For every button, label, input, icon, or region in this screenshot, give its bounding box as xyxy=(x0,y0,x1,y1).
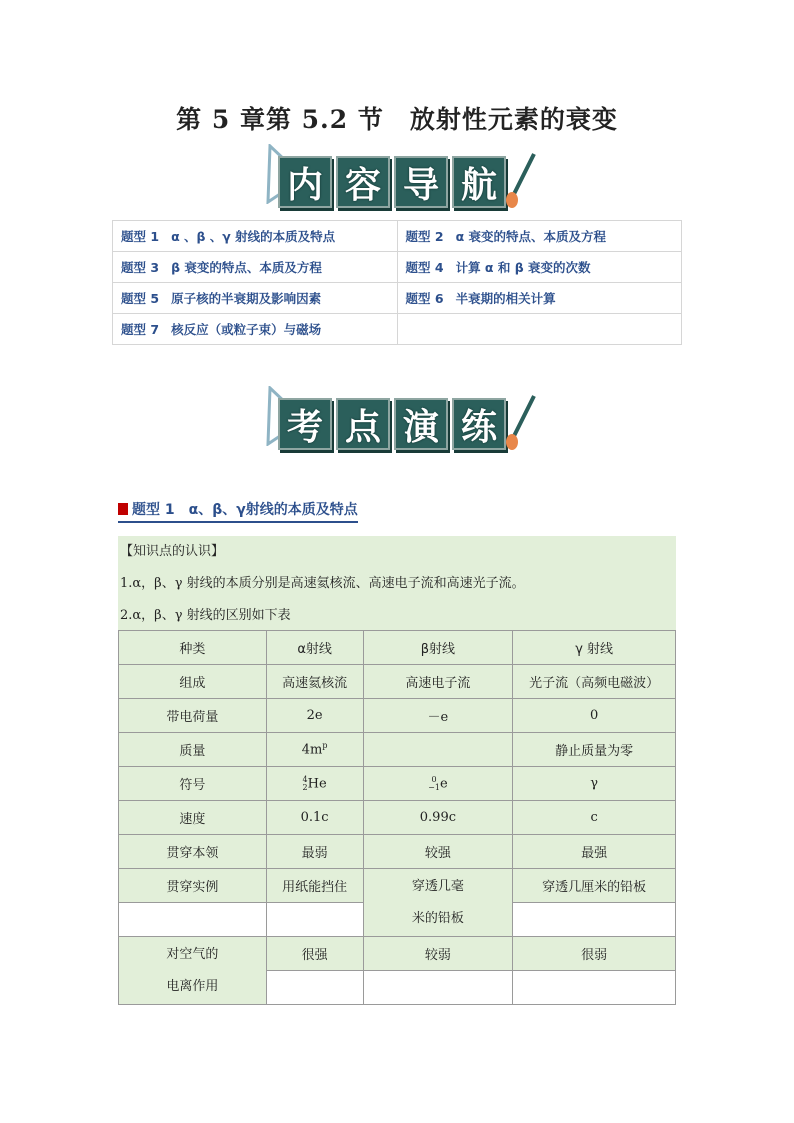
table-cell: 高速氦核流 xyxy=(266,665,363,699)
knowledge-line: 2.α，β、γ 射线的区别如下表 xyxy=(120,608,291,623)
banner-tile: 航 xyxy=(452,156,506,208)
nav-item[interactable]: 题型 3 β 衰变的特点、本质及方程 xyxy=(113,252,398,283)
knowledge-heading: 【知识点的认识】 xyxy=(120,544,225,559)
table-cell-empty xyxy=(119,903,267,937)
beta-symbol-cell: 0 −1 e xyxy=(363,767,513,801)
content-navigation-banner xyxy=(266,150,526,212)
nav-item-empty xyxy=(397,314,682,345)
table-cell: 高速电子流 xyxy=(363,665,513,699)
table-cell: 静止质量为零 xyxy=(513,733,676,767)
table-cell-empty xyxy=(513,971,676,1005)
page-title: 第 5 章第 5.2 节 放射性元素的衰变 xyxy=(176,105,618,134)
banner-tile: 导 xyxy=(394,156,448,208)
table-cell: 组成 xyxy=(119,665,267,699)
table-cell: 速度 xyxy=(119,801,267,835)
table-cell: 质量 xyxy=(119,733,267,767)
table-cell-empty xyxy=(266,903,363,937)
table-cell: 0.99c xyxy=(363,801,513,835)
table-cell: β射线 xyxy=(363,631,513,665)
knowledge-line: 1.α，β、γ 射线的本质分别是高速氦核流、高速电子流和高速光子流。 xyxy=(120,576,525,591)
table-cell xyxy=(363,733,513,767)
banner-tile: 容 xyxy=(336,156,390,208)
table-cell: 带电荷量 xyxy=(119,699,267,733)
table-row xyxy=(119,869,676,903)
table-cell-empty xyxy=(513,903,676,937)
table-cell: γ 射线 xyxy=(513,631,676,665)
table-cell: 对空气的 电离作用 xyxy=(119,937,267,1005)
table-cell: 贯穿本领 xyxy=(119,835,267,869)
table-cell: 光子流（高频电磁波） xyxy=(513,665,676,699)
table-row xyxy=(119,665,676,699)
table-cell: 符号 xyxy=(119,767,267,801)
banner-tile: 内 xyxy=(278,156,332,208)
alpha-symbol-cell: 4 2 He xyxy=(266,767,363,801)
banner-tile: 点 xyxy=(336,398,390,450)
table-cell: $4m^p$ xyxy=(266,733,363,767)
table-row xyxy=(119,937,676,971)
table-cell: 很弱 xyxy=(513,937,676,971)
knowledge-box xyxy=(118,536,676,632)
section-heading: 题型 1 α、β、γ射线的本质及特点 xyxy=(118,498,358,523)
table-cell: α射线 xyxy=(266,631,363,665)
table-row xyxy=(119,767,676,801)
nav-item[interactable]: 题型 2 α 衰变的特点、本质及方程 xyxy=(397,221,682,252)
nav-item[interactable]: 题型 7 核反应（或粒子束）与磁场 xyxy=(113,314,398,345)
table-cell: c xyxy=(513,801,676,835)
table-cell-empty xyxy=(266,971,363,1005)
table-cell: 最弱 xyxy=(266,835,363,869)
table-cell: 最强 xyxy=(513,835,676,869)
table-cell: 贯穿实例 xyxy=(119,869,267,903)
banner-tile: 练 xyxy=(452,398,506,450)
nav-item[interactable]: 题型 5 原子核的半衰期及影响因素 xyxy=(113,283,398,314)
banner-tile: 演 xyxy=(394,398,448,450)
table-cell: －e xyxy=(363,699,513,733)
nav-item[interactable]: 题型 4 计算 α 和 β 衰变的次数 xyxy=(397,252,682,283)
table-cell: 0.1c xyxy=(266,801,363,835)
table-row xyxy=(119,835,676,869)
banner-tile: 考 xyxy=(278,398,332,450)
table-cell: 较弱 xyxy=(363,937,513,971)
table-row xyxy=(119,631,676,665)
table-cell: γ xyxy=(513,767,676,801)
nav-item[interactable]: 题型 1 α 、β 、γ 射线的本质及特点 xyxy=(113,221,398,252)
table-cell-empty xyxy=(363,971,513,1005)
table-row xyxy=(119,733,676,767)
table-cell: 很强 xyxy=(266,937,363,971)
table-row xyxy=(119,699,676,733)
table-cell: 用纸能挡住 xyxy=(266,869,363,903)
table-cell: 较强 xyxy=(363,835,513,869)
topic-navigation-table xyxy=(112,220,682,345)
paintbrush-icon xyxy=(502,392,538,452)
paintbrush-icon xyxy=(502,150,538,210)
table-cell: 穿透几厘米的铅板 xyxy=(513,869,676,903)
nav-item[interactable]: 题型 6 半衰期的相关计算 xyxy=(397,283,682,314)
ray-comparison-table xyxy=(118,630,676,1005)
table-cell: 穿透几毫 米的铅板 xyxy=(363,869,513,937)
practice-banner xyxy=(266,392,526,454)
table-cell: 种类 xyxy=(119,631,267,665)
table-row xyxy=(119,801,676,835)
red-square-icon xyxy=(118,503,128,515)
table-cell: 0 xyxy=(513,699,676,733)
table-cell: 2e xyxy=(266,699,363,733)
